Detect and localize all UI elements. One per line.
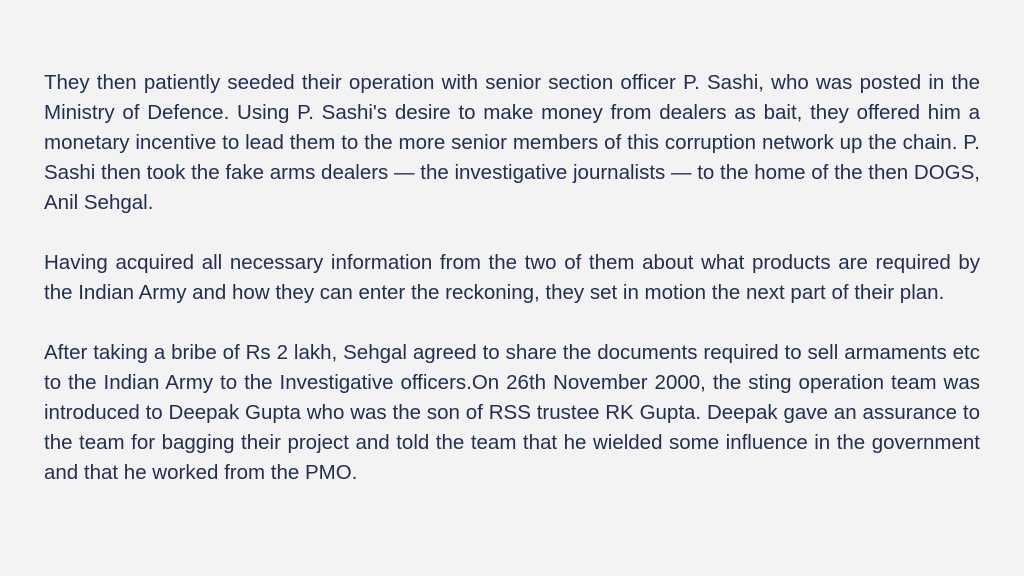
paragraph-information-acquired: Having acquired all necessary information from the two of them about what products are required by the Indian Army and how they can enter the reckoning, they set in motion the next part of their plan. <box>44 251 980 304</box>
paragraph-bribe-and-introduction: After taking a bribe of Rs 2 lakh, Sehgal agreed to share the documents required to sell armaments etc to the Indian Army to the Investigative officers.On 26th November 2000, the sting operation team was introduced to Deepak Gupta who was the son of RSS trustee RK Gupta. Deepak gave an assurance to the team for bagging their project and told the team that he wielded some influence in the government and that he worked from the PMO. <box>44 341 980 484</box>
paragraph-sting-operation-setup: They then patiently seeded their operation with senior section officer P. Sashi, who was posted in the Ministry of Defence. Using P. Sashi's desire to make money from dealers as bait, they offered him a monetary incentive to lead them to the more senior members of this corruption network up the chain. P. Sashi then took the fake arms dealers — the investigative journalists — to the home of the then DOGS, Anil Sehgal. <box>44 71 980 214</box>
